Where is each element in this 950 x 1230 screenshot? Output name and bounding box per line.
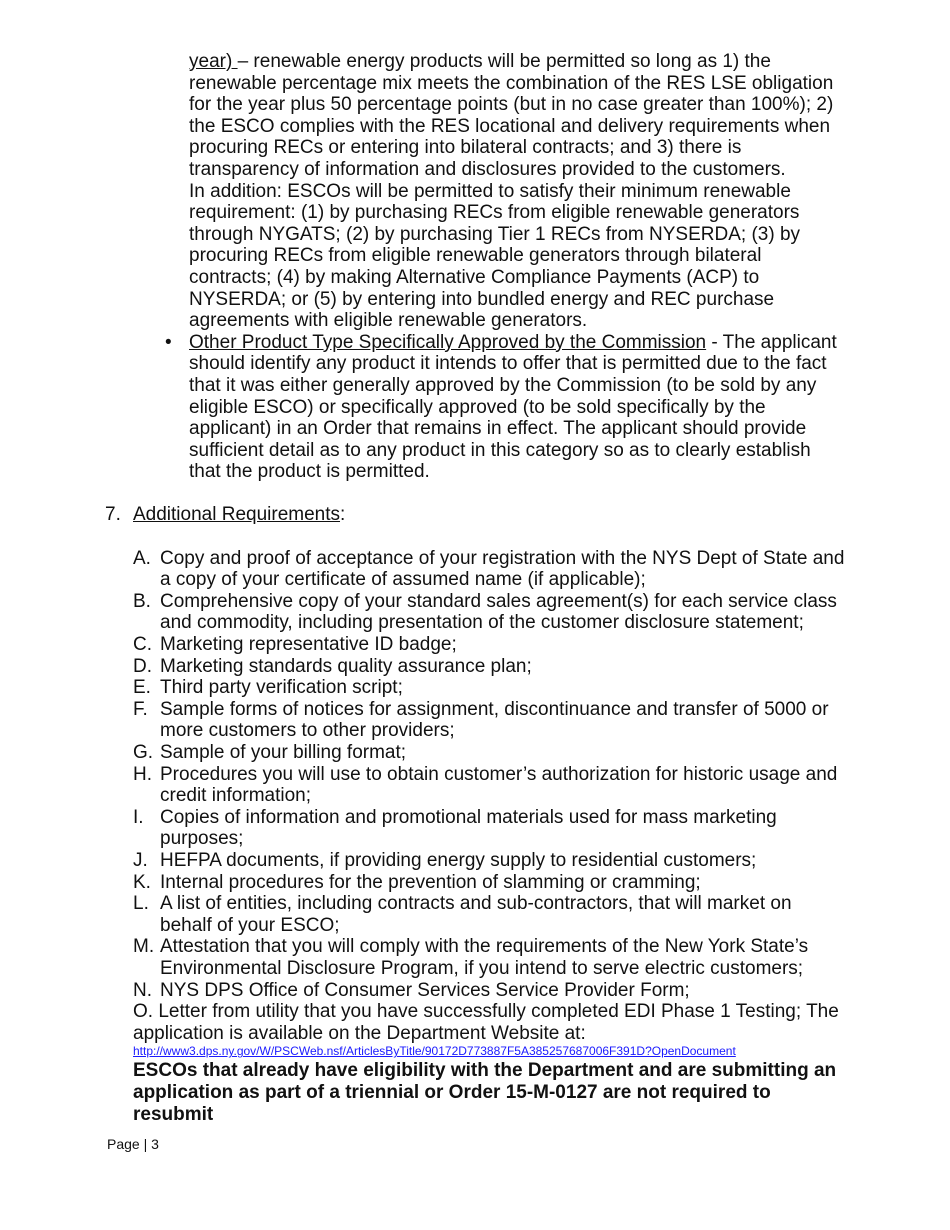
page-number: Page | 3 — [107, 1136, 159, 1153]
section-7-heading: 7. Additional Requirements: — [105, 504, 346, 526]
list-item — [133, 656, 845, 678]
list-item — [133, 872, 845, 894]
list-item — [133, 893, 845, 936]
item-letter: I. — [133, 806, 144, 828]
bold-note: ESCOs that already have eligibility with the Department and are submitting an application as part of a triennial or Order 15-M-0127 are not required to resubmit — [133, 1060, 837, 1125]
bullet-text: - The applicant should identify any product it intends to offer that is permitted due to the fact that it was either generally approved by the Commission (to be sold by any eligible ESCO) or specifically approved (to be sold specifically by the applicant) in an Order that remains in effect. The applicant should provide sufficient detail as to any product in this category so as to clearly establish that the product is permitted. — [189, 331, 837, 483]
item-letter: D. — [133, 655, 152, 677]
item-text: Copies of information and promotional materials used for mass marketing purposes; — [160, 806, 777, 850]
section-title: Additional Requirements — [133, 504, 341, 526]
item-letter: L. — [133, 893, 149, 915]
item-text: Third party verification script; — [160, 677, 403, 699]
item-letter: J. — [133, 849, 148, 871]
list-item — [133, 850, 845, 872]
item-text: Sample of your billing format; — [160, 742, 407, 763]
bullet-title: Other Product Type Specifically Approved by the Commission — [189, 331, 707, 353]
item-text: Sample forms of notices for assignment, discontinuance and transfer of 5000 or more customers to other providers; — [160, 698, 829, 742]
list-item — [133, 548, 845, 591]
department-website-link[interactable]: http://www3.dps.ny.gov/W/PSCWeb.nsf/ArticlesByTitle/90172D773887F5A385257687006F391D?OpenDocument — [133, 1044, 736, 1059]
item-letter: A. — [133, 547, 151, 569]
list-item — [133, 742, 845, 764]
item-o: O. Letter from utility that you have successfully completed EDI Phase 1 Testing; The application is available on the Department Website at: — [133, 1001, 839, 1044]
item-text: Copy and proof of acceptance of your registration with the NYS Dept of State and a copy of your certificate of assumed name (if applicable); — [160, 547, 845, 591]
list-item — [133, 699, 845, 742]
section-7-tail — [133, 1001, 845, 1125]
item-letter: F. — [133, 698, 148, 720]
item-text: Attestation that you will comply with the requirements of the New York State’s Environmental Disclosure Program, if you intend to serve electric customers; — [160, 936, 809, 979]
item-letter: M. — [133, 936, 155, 958]
item-letter: E. — [133, 677, 151, 699]
list-item — [133, 764, 845, 807]
underlined-heading: year) — [189, 51, 238, 72]
list-item — [133, 936, 845, 979]
item-text: Marketing standards quality assurance plan; — [160, 655, 532, 677]
bullet-icon: • — [165, 331, 172, 353]
item-text: Internal procedures for the prevention of slamming or cramming; — [160, 871, 701, 893]
list-item — [133, 591, 845, 634]
in-addition-paragraph: In addition: ESCOs will be permitted to satisfy their minimum renewable requirement: (1) by purchasing RECs from eligible renewable generators through NYGATS; (2) by purchasing Tier 1 RECs from NYSERDA; (3) by procuring RECs from eligible renewable generators through bilateral contracts; (4) by making Alternative Compliance Payments (ACP) to NYSERDA; or (5) by entering into bundled energy and REC purchase agreements with eligible renewable generators. — [189, 180, 801, 332]
renewable-section — [189, 51, 845, 332]
item-letter: C. — [133, 634, 152, 656]
list-item — [133, 980, 845, 1002]
item-text: A list of entities, including contracts and sub-contractors, that will market on behalf of your ESCO; — [160, 893, 792, 936]
requirements-list — [133, 548, 845, 1001]
item-letter: H. — [133, 763, 152, 785]
other-product-bullet — [165, 332, 845, 483]
item-text: Comprehensive copy of your standard sales agreement(s) for each service class and commodity, including presentation of the customer disclosure statement; — [160, 590, 837, 634]
list-item — [133, 634, 845, 656]
item-text: Procedures you will use to obtain customer’s authorization for historic usage and credit information; — [160, 763, 838, 807]
item-letter: K. — [133, 871, 151, 893]
item-letter: G. — [133, 742, 154, 763]
item-text: HEFPA documents, if providing energy supply to residential customers; — [160, 849, 757, 871]
list-item — [133, 807, 845, 850]
item-text: NYS DPS Office of Consumer Services Service Provider Form; — [160, 979, 690, 1001]
item-text: Marketing representative ID badge; — [160, 634, 457, 656]
item-letter: N. — [133, 979, 152, 1001]
list-item — [133, 677, 845, 699]
item-letter: B. — [133, 590, 151, 612]
renewable-paragraph: year) – renewable energy products will be permitted so long as 1) the renewable percentage mix meets the combination of the RES LSE obligation for the year plus 50 percentage points (but in no case greater than 100%); 2) the ESCO complies with the RES locational and delivery requirements when procuring RECs or entering into bilateral contracts; and 3) there is transparency of information and disclosures provided to the customers. — [189, 51, 834, 180]
